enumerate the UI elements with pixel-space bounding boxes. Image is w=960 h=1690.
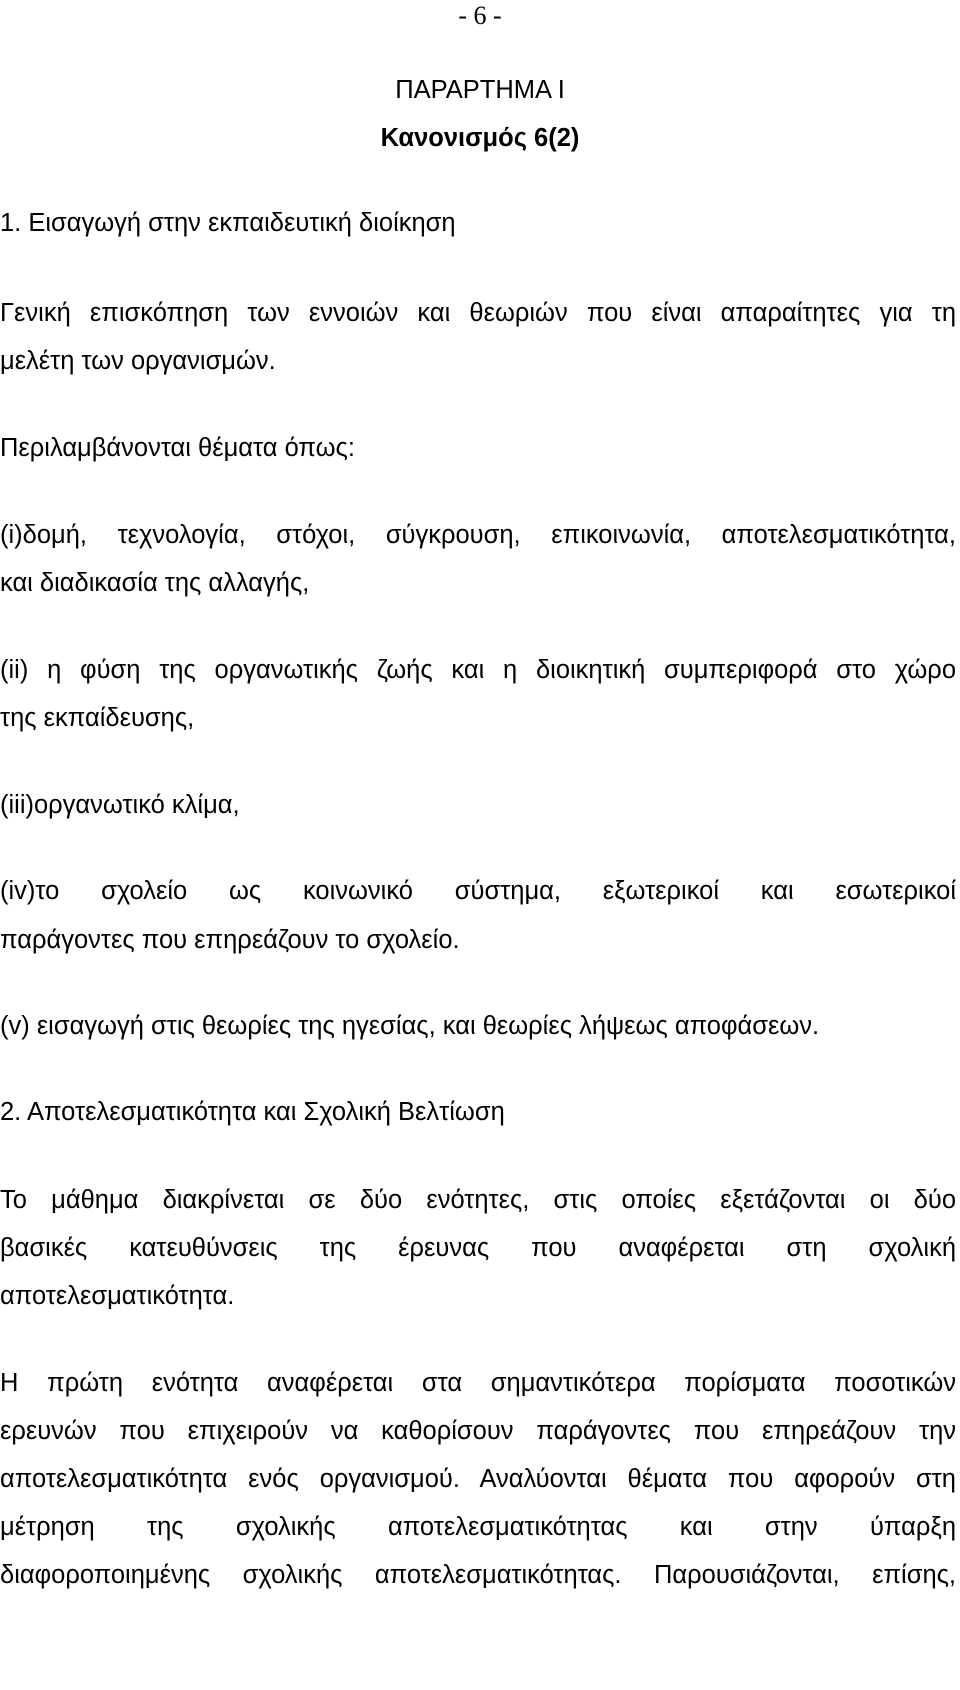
section-2-heading: 2. Αποτελεσματικότητα και Σχολική Βελτίωση xyxy=(0,1098,505,1126)
para1-line-3: αποτελεσματικότητα. xyxy=(0,1282,235,1310)
topic-ii-line-1: (ii) η φύση της οργανωτικής ζωής και η διοικητική συμπεριφορά στο χώρο xyxy=(0,656,956,684)
topic-v: (v) εισαγωγή στις θεωρίες της ηγεσίας, και θεωρίες λήψεως αποφάσεων. xyxy=(0,1012,820,1040)
para2-line-1: Η πρώτη ενότητα αναφέρεται στα σημαντικότερα πορίσματα ποσοτικών xyxy=(0,1369,956,1397)
topic-ii-line-2: της εκπαίδευσης, xyxy=(0,704,195,732)
para2-line-2: ερευνών που επιχειρούν να καθορίσουν παράγοντες που επηρεάζουν την xyxy=(0,1417,956,1445)
section-1-heading: 1. Εισαγωγή στην εκπαιδευτική διοίκηση xyxy=(0,209,456,237)
topic-i-line-1: (i)δομή, τεχνολογία, στόχοι, σύγκρουση, επικοινωνία, αποτελεσματικότητα, xyxy=(0,521,956,549)
para2-line-4: μέτρηση της σχολικής αποτελεσματικότητας και στην ύπαρξη xyxy=(0,1513,956,1541)
topic-iii: (iii)οργανωτικό κλίμα, xyxy=(0,791,240,819)
topic-iv-line-1: (iv)το σχολείο ως κοινωνικό σύστημα, εξωτερικοί και εσωτερικοί xyxy=(0,877,956,905)
para1-line-1: Το μάθημα διακρίνεται σε δύο ενότητες, στις οποίες εξετάζονται οι δύο xyxy=(0,1186,956,1214)
topic-i-line-2: και διαδικασία της αλλαγής, xyxy=(0,569,310,597)
para1-line-2: βασικές κατευθύνσεις της έρευνας που αναφέρεται στη σχολική xyxy=(0,1234,956,1262)
topics-intro: Περιλαμβάνονται θέματα όπως: xyxy=(0,434,355,462)
page-number: - 6 - xyxy=(458,1,502,30)
overview-line-1: Γενική επισκόπηση των εννοιών και θεωριών που είναι απαραίτητες για τη xyxy=(0,299,956,327)
regulation-reference: Κανονισμός 6(2) xyxy=(380,124,580,152)
para2-line-3: αποτελεσματικότητα ενός οργανισμού. Αναλύονται θέματα που αφορούν στη xyxy=(0,1465,956,1493)
annex-title: ΠΑΡΑΡΤΗΜΑ Ι xyxy=(395,76,565,104)
overview-line-2: μελέτη των οργανισμών. xyxy=(0,347,276,375)
topic-iv-line-2: παράγοντες που επηρεάζουν το σχολείο. xyxy=(0,926,460,954)
para2-line-5: διαφοροποιημένης σχολικής αποτελεσματικότητας. Παρουσιάζονται, επίσης, xyxy=(0,1561,956,1589)
